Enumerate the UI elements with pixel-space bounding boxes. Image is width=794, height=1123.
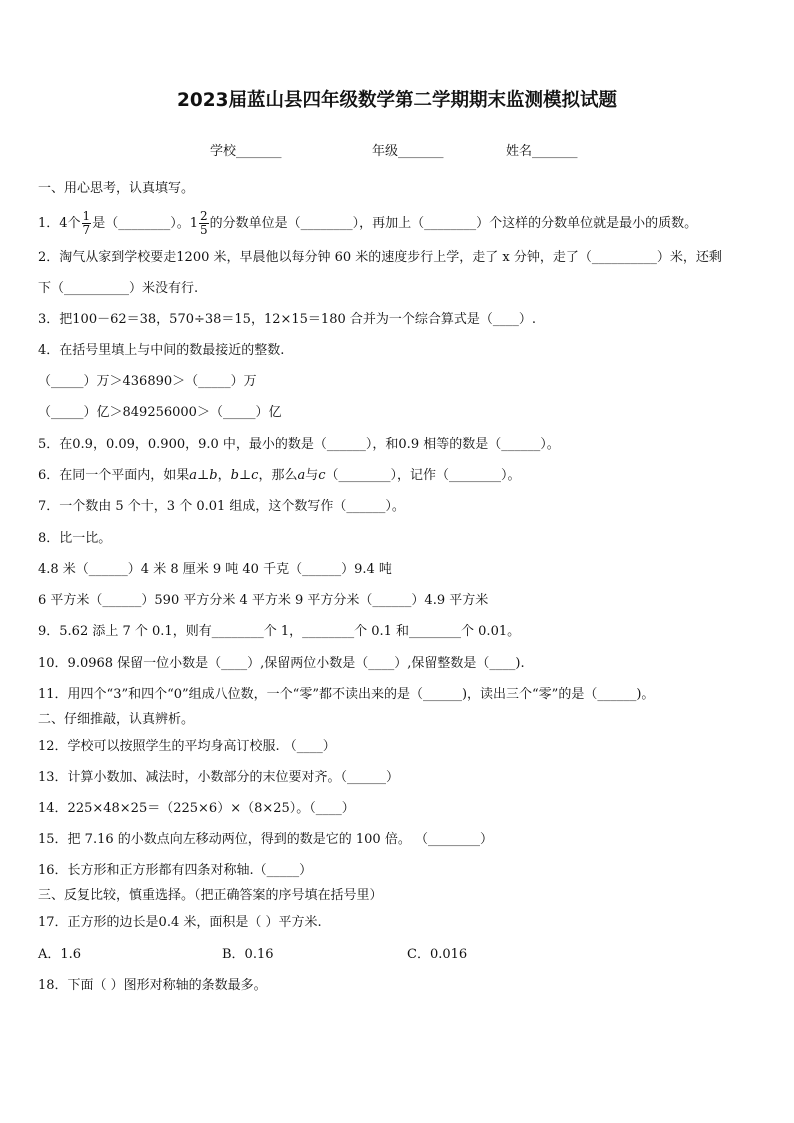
question-4-line-2: （_____）万＞436890＞（_____）万 bbox=[38, 374, 257, 389]
q6-a-perp-b: a⊥b bbox=[189, 468, 218, 483]
fraction-2-5 bbox=[199, 210, 209, 237]
question-14: 14．225×48×25＝（225×6）×（8×25）。（____） bbox=[38, 801, 355, 816]
question-4: 4．在括号里填上与中间的数最接近的整数. bbox=[38, 343, 285, 358]
grade-field: 年级_______ bbox=[372, 144, 444, 159]
q6-text-a: 6．在同一个平面内，如果 bbox=[38, 468, 190, 483]
question-8-line-3: 6 平方米（______）590 平方分米 4 平方米 9 平方分米（______）4.9 平方米 bbox=[38, 593, 489, 608]
q6-var-a: a bbox=[297, 468, 306, 483]
fraction-1-7 bbox=[82, 210, 92, 237]
question-2-line-2: 下（__________）米没有行. bbox=[38, 281, 199, 296]
section-2-heading: 二、仔细推敲，认真辨析。 bbox=[38, 712, 195, 727]
fraction-numerator: 1 bbox=[82, 209, 91, 223]
page-title: 2023届蓝山县四年级数学第二学期期末监测模拟试题 bbox=[177, 90, 617, 111]
section-3-heading: 三、反复比较，慎重选择。（把正确答案的序号填在括号里） bbox=[38, 888, 383, 903]
question-9: 9．5.62 添上 7 个 0.1，则有________个 1，________个 0.1 和________个 0.01。 bbox=[38, 624, 521, 639]
question-1 bbox=[38, 210, 697, 237]
name-field: 姓名_______ bbox=[506, 144, 578, 159]
question-7: 7．一个数由 5 个十，3 个 0.01 组成，这个数写作（______）。 bbox=[38, 499, 405, 514]
q6-text-i: （________），记作（________）。 bbox=[325, 468, 521, 483]
q1-text-a: 1．4个 bbox=[38, 216, 81, 231]
question-6 bbox=[38, 467, 521, 485]
question-17: 17．正方形的边长是0.4 米，面积是（ ）平方米. bbox=[38, 915, 322, 930]
question-3: 3．把100－62＝38，570÷38＝15，12×15＝180 合并为一个综合算式是（____）. bbox=[38, 312, 537, 327]
fraction-numerator: 2 bbox=[199, 209, 208, 223]
q6-var-c: c bbox=[318, 468, 326, 483]
question-8-line-2: 4.8 米（______）4 米 8 厘米 9 吨 40 千克（______）9.4 吨 bbox=[38, 562, 392, 577]
q6-text-e: ，那么 bbox=[258, 468, 298, 483]
section-1-heading: 一、用心思考，认真填写。 bbox=[38, 181, 195, 196]
question-10: 10．9.0968 保留一位小数是（____）,保留两位小数是（____）,保留整数是（____). bbox=[38, 656, 525, 671]
question-18: 18．下面（ ）图形对称轴的条数最多。 bbox=[38, 978, 267, 993]
school-field: 学校_______ bbox=[210, 144, 282, 159]
question-5: 5．在0.9，0.09，0.900，9.0 中，最小的数是（______），和0.9 相等的数是（______）。 bbox=[38, 437, 560, 452]
fraction-denominator: 5 bbox=[199, 223, 208, 237]
q17-option-a: A．1.6 bbox=[38, 947, 82, 962]
q1-text-c: 的分数单位是（________），再加上（________）个这样的分数单位就是最小的质数。 bbox=[209, 216, 698, 231]
fraction-denominator: 7 bbox=[82, 223, 91, 237]
question-11: 11．用四个“3”和四个“0”组成八位数，一个“零”都不读出来的是（______)，读出三个“零”的是（______)。 bbox=[38, 687, 655, 702]
q17-option-c: C．0.016 bbox=[407, 947, 468, 962]
q6-text-g: 与 bbox=[305, 468, 319, 483]
question-2-line-1: 2．淘气从家到学校要走1200 米，早晨他以每分钟 60 米的速度步行上学，走了 x 分钟，走了（__________）米，还剩 bbox=[38, 250, 722, 265]
question-12: 12．学校可以按照学生的平均身高订校服. （____） bbox=[38, 739, 336, 754]
q1-text-b: 是（________）。1 bbox=[92, 216, 198, 231]
question-8: 8．比一比。 bbox=[38, 531, 112, 546]
question-16: 16．长方形和正方形都有四条对称轴.（_____） bbox=[38, 863, 313, 878]
question-13: 13．计算小数加、减法时，小数部分的末位要对齐。（______） bbox=[38, 770, 400, 785]
q6-b-perp-c: b⊥c bbox=[230, 468, 259, 483]
question-4-line-3: （_____）亿＞849256000＞（_____）亿 bbox=[38, 405, 282, 420]
q6-text-c: ， bbox=[217, 468, 231, 483]
question-15: 15．把 7.16 的小数点向左移动两位，得到的数是它的 100 倍。 （________） bbox=[38, 832, 493, 847]
q17-option-b: B．0.16 bbox=[222, 947, 274, 962]
